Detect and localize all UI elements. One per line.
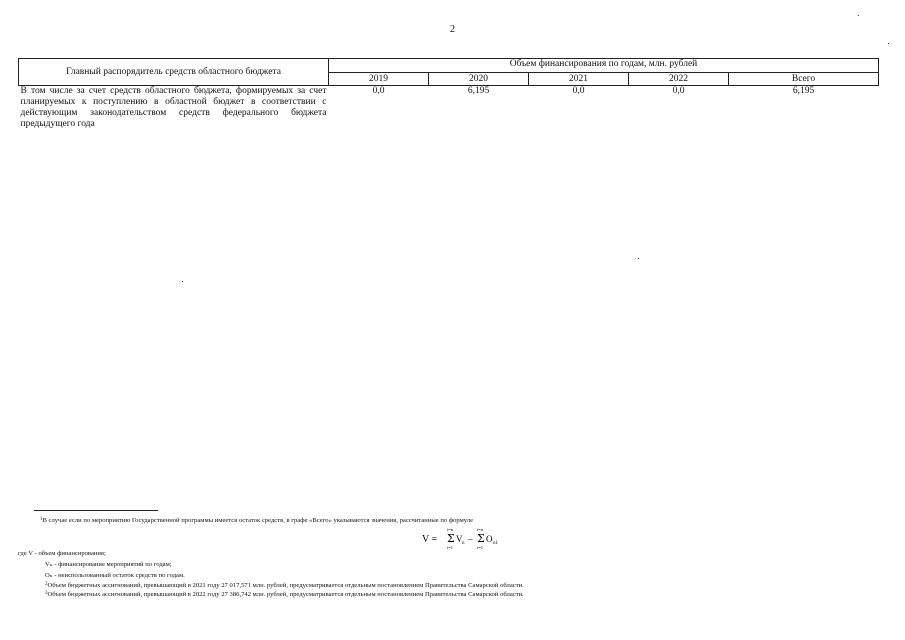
year-header-2021: 2021 [529,73,629,86]
footnote-2 [45,581,524,590]
year-header-total: Всего [729,73,879,86]
page-number: 2 [450,24,455,35]
footnote-1-text: В случае если по мероприятию Государственной программы имеется остаток средств, в графе «Всего» указываются значения, рассчитанные по формуле [42,517,473,524]
footnote-3-text: Объем бюджетных ассигнований, превышающий в 2022 году 27 386,742 млн. рублей, предусматривается отдельным постановлением Правительства Самарской области. [47,591,524,598]
value-total: 6,195 [792,86,815,96]
scan-speck [858,15,859,16]
formula-where: где V - объем финансирования; [18,550,106,557]
formula-sum1-bottom: i=1 [447,545,454,550]
formula [420,526,520,552]
footnote-1 [40,516,473,525]
formula-sum1-top: i=n [447,527,454,532]
formula-on-definition: Oₙ - неиспользованный остаток средств по годам. [45,572,185,579]
formula-vn-definition: Vₙ - финансирование мероприятий по годам; [45,561,172,568]
formula-term2-sub: n1 [493,541,498,546]
footnote-2-text: Объем бюджетных ассигнований, превышающий в 2021 году 27 017,571 млн. рублей, предусматривается отдельным постановлением Правительства Самарской области. [47,582,524,589]
year-header-2019: 2019 [329,73,429,86]
value-2019: 0,0 [372,86,385,96]
value-2020: 6,195 [467,86,490,96]
formula-term1-sub: n [462,541,465,546]
value-2022: 0,0 [672,86,685,96]
year-header-2020: 2020 [429,73,529,86]
funding-header: Объем финансирования по годам, млн. рублей [329,59,879,73]
year-header-2022: 2022 [629,73,729,86]
table-row [19,86,879,131]
footnote-divider [34,510,158,511]
value-2021: 0,0 [572,86,585,96]
formula-lhs: V = [422,534,438,545]
footnote-3-marker: 3 [45,591,48,596]
owner-header: Главный распорядитель средств областного бюджета [19,59,329,86]
row-label: В том числе за счет средств областного бюджета, формируемых за счет планируемых к поступлению в областной бюджет в соответствии с действующим законодательством средств федерального бюджета предыдущего года [20,86,327,129]
formula-minus: – [468,534,473,544]
footnote-3 [45,590,524,599]
scan-speck [182,281,183,282]
sigma-2-icon: Σ [477,532,485,545]
formula-sum2-bottom: i=1 [477,545,484,550]
financing-table [18,58,879,130]
sigma-1-icon: Σ [447,532,455,545]
formula-sum2-top: i=n [477,527,484,532]
footnote-2-marker: 2 [45,582,48,587]
formula-term2: O [486,534,493,544]
scan-speck [638,258,639,259]
formula-term1: V [456,534,463,544]
scan-speck [888,43,889,44]
footnote-1-marker: 1 [40,517,43,522]
